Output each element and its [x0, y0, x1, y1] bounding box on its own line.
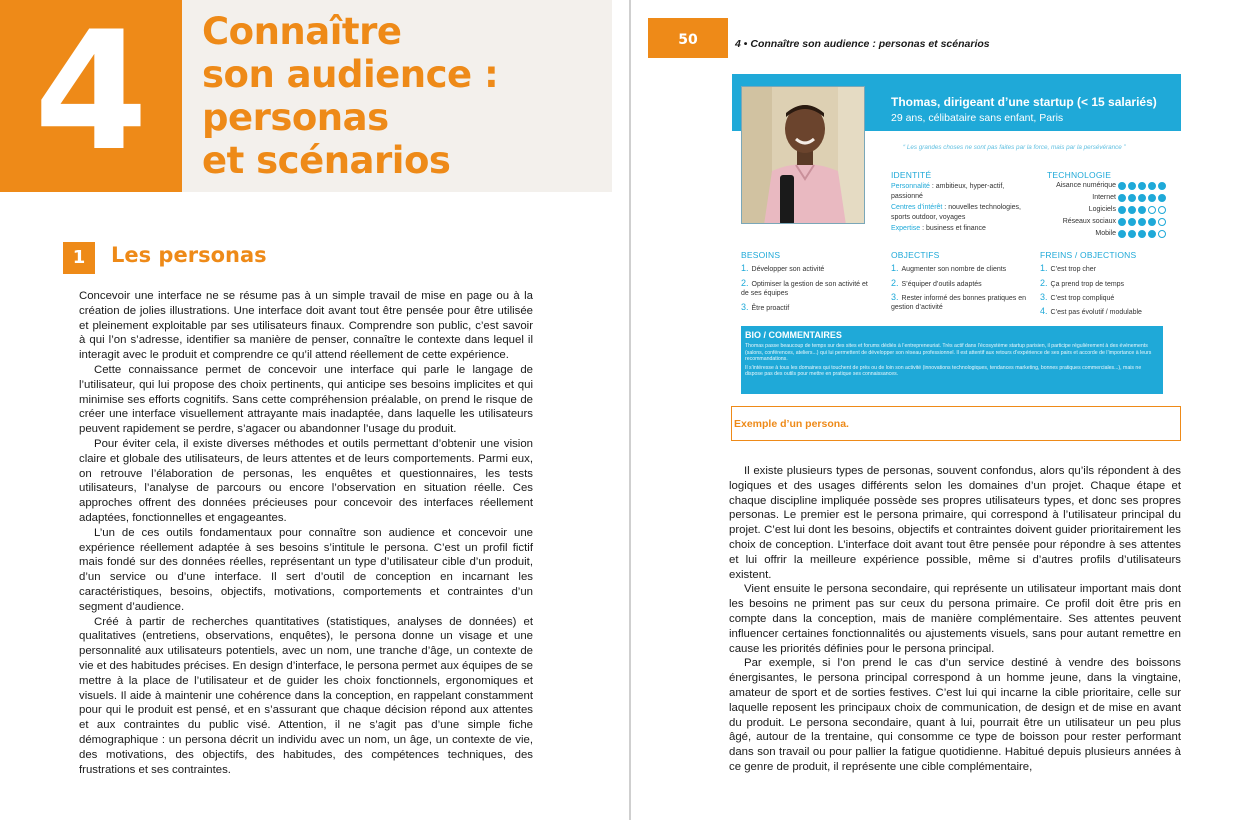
- section-number: 1: [63, 242, 95, 274]
- rating-dot-filled: [1118, 218, 1126, 226]
- technology-row: [1040, 229, 1170, 240]
- paragraph: L’un de ces outils fondamentaux pour connaître son audience et concevoir une expérience réellement adaptée à ses besoins s’intitule le persona. C’est un profil fictif mais fondé sur des données réelles, représentant un type d’utilisateur cible d’un produit, d’un service ou d’une interface. Il sert d’outil de conception en incarnant les caractéristiques, besoins, objectifs, motivations, comportements et contraintes d’un segment d’audience.: [79, 526, 533, 613]
- identity-value: : ambitieux, hyper-actif, passionné: [891, 183, 1005, 200]
- needs-item: 3. Être proactif: [741, 302, 790, 312]
- chapter-title-line: personas: [202, 96, 389, 139]
- bio-paragraph: Thomas passe beaucoup de temps sur des sites et forums dédiés à l’entrepreneuriat. Très actif dans l’écosystème startup parisien, il participe régulièrement à des événements (salons, conférences, ateliers...) qui lui permettent de développer son réseau professionnel. Il est attentif aux retours d’expérience de ses pairs et accorde de l’importance à leurs recommandations.: [745, 343, 1152, 363]
- technology-row: [1040, 181, 1170, 192]
- identity-personality: [891, 182, 1031, 201]
- rating-dot-empty: [1158, 206, 1166, 214]
- brakes-item: 4. C’est pas évolutif / modulable: [1040, 306, 1142, 316]
- bio-heading: BIO / COMMENTAIRES: [745, 330, 842, 340]
- technology-row: [1040, 205, 1170, 216]
- paragraph: Créé à partir de recherches quantitatives (statistiques, analyses de données) et qualitatives (entretiens, observations, enquêtes), le persona donne un visage et une personnalité aux utilisateurs potentiels, avec un nom, une tranche d’âge, un contexte de vie et des habitudes précises. En design d’interface, le persona permet aux équipes de se mettre à la place de l’utilisateur et de guider les choix fonctionnels, ergonomiques et visuels. Il aide à maintenir une cohérence dans la conception, en rappelant constamment pour qui le produit est pensé, et en s’assurant que chaque décision répond aux attentes et aux contraintes du public visé. Attention, il ne s’agit pas d’une simple fiche démographique : un persona décrit un individu avec un nom, un âge, un contexte de vie, des motivations, des objectifs, des habitudes, des compétences techniques, des frustrations et ses contraintes.: [79, 615, 533, 776]
- rating-dot-empty: [1158, 230, 1166, 238]
- rating-dot-filled: [1148, 230, 1156, 238]
- goals-item: 2. S’équiper d’outils adaptés: [891, 278, 982, 288]
- goals-item: 3. Rester informé des bonnes pratiques en gestion d’activité: [891, 292, 1027, 311]
- technology-label: Mobile: [1095, 230, 1116, 237]
- rating-dot-filled: [1118, 206, 1126, 214]
- identity-interests: [891, 203, 1031, 222]
- paragraph: Vient ensuite le persona secondaire, qui représente un utilisateur important mais dont les besoins ne priment pas sur ceux du persona primaire. Ce profil doit être pris en compte dans la conception, mais de manière complémentaire. Ses attentes peuvent influencer certaines fonctionnalités ou ajustements visuels, sans pour autant remettre en cause les priorités définies pour le persona principal.: [729, 583, 1181, 655]
- technology-label: Logiciels: [1088, 206, 1116, 213]
- rating-dot-empty: [1158, 218, 1166, 226]
- book-spine: [629, 0, 631, 820]
- technology-row: [1040, 193, 1170, 204]
- right-page-body: [729, 464, 1181, 775]
- goals-item: 1. Augmenter son nombre de clients: [891, 263, 1007, 273]
- chapter-title-line: son audience :: [202, 53, 499, 96]
- left-page-body: [79, 289, 533, 777]
- rating-dot-filled: [1118, 182, 1126, 190]
- rating-dot-filled: [1138, 194, 1146, 202]
- identity-value: : nouvelles technologies, sports outdoor, voyages: [891, 204, 1021, 221]
- rating-dot-filled: [1138, 182, 1146, 190]
- brakes-heading: FREINS / OBJECTIONS: [1040, 250, 1137, 260]
- paragraph: Pour éviter cela, il existe diverses méthodes et outils permettant d’obtenir une vision claire et globale des utilisateurs, de leurs attentes et de leurs comportements. Parmi eux, on retrouve l’élaboration de personas, les enquêtes et questionnaires, les tests utilisateurs, l’analyse de parcours ou encore l’observation en situation réelle. Ces approches offrent des données précieuses pour concevoir des interfaces réellement adaptées, fonctionnelles et engageantes.: [79, 437, 533, 524]
- needs-heading: BESOINS: [741, 250, 781, 260]
- chapter-title: [202, 10, 498, 182]
- technology-row: [1040, 217, 1170, 228]
- needs-item: 2. Optimiser la gestion de son activité et de ses équipes: [741, 278, 868, 297]
- running-head-title: Connaître son audience : personas et scénarios: [750, 38, 990, 50]
- chapter-number: 4: [33, 0, 149, 187]
- paragraph: Concevoir une interface ne se résume pas à un simple travail de mise en page ou à la création de jolies illustrations. Une interface doit avant tout être pensée pour être utilisée et pleinement exploitable par ses utilisateurs finaux. Comprendre son public, c’est savoir à qui l’on s’adresse, identifier sa manière de penser, connaître le contexte dans lequel il interagit avec le produit et comprendre ce qu’il attend réellement de cette expérience.: [79, 290, 533, 362]
- rating-dots: [1118, 194, 1166, 202]
- bio-text: [745, 343, 1159, 380]
- rating-dot-filled: [1128, 230, 1136, 238]
- rating-dots: [1118, 206, 1166, 214]
- identity-key: Expertise: [891, 225, 921, 232]
- rating-dot-filled: [1158, 194, 1166, 202]
- rating-dots: [1118, 218, 1166, 226]
- rating-dots: [1118, 230, 1166, 238]
- rating-dot-filled: [1128, 206, 1136, 214]
- identity-heading: IDENTITÉ: [891, 170, 932, 180]
- chapter-title-line: et scénarios: [202, 139, 451, 182]
- rating-dot-filled: [1138, 206, 1146, 214]
- rating-dot-filled: [1138, 230, 1146, 238]
- persona-quote: “ Les grandes choses ne sont pas faites par la force, mais par la persévérance ”: [903, 144, 1126, 151]
- technology-label: Réseaux sociaux: [1062, 218, 1116, 225]
- page-number: 50: [648, 18, 728, 58]
- persona-portrait-illustration: [742, 87, 865, 224]
- persona-photo: [741, 86, 865, 224]
- brakes-item: 2. Ça prend trop de temps: [1040, 278, 1125, 288]
- persona-name: Thomas, dirigeant d’une startup (< 15 salariés): [891, 95, 1157, 109]
- running-head-chapter: 4: [735, 38, 741, 50]
- rating-dot-filled: [1118, 230, 1126, 238]
- chapter-title-line: Connaître: [202, 10, 402, 53]
- brakes-item: 3. C’est trop compliqué: [1040, 292, 1115, 302]
- paragraph: Il existe plusieurs types de personas, souvent confondus, alors qu’ils répondent à des logiques et des usages différents selon les domaines d’un projet. Chaque étape et chaque discipline impliquée possède ses propres utilisateurs types, et donc ses propres personas. Le premier est le persona primaire, qui correspond à l’utilisateur principal du projet. C’est lui dont les besoins, objectifs et contraintes doivent guider prioritairement les choix de conception. L’interface doit avant tout être pensée pour répondre à ses attentes et lui offrir la meilleure expérience possible, même si d’autres profils d’utilisateurs existent.: [729, 465, 1181, 581]
- rating-dot-filled: [1138, 218, 1146, 226]
- bio-paragraph: Il s’intéresse à tous les domaines qui touchent de près ou de loin son activité (innovations technologiques, tendances marketing, bonnes pratiques commerciales...), mais ne dispose pas des outils pour mettre en pratique ses connaissances.: [745, 364, 1142, 378]
- rating-dot-empty: [1148, 206, 1156, 214]
- section-title: Les personas: [111, 243, 267, 267]
- rating-dot-filled: [1128, 182, 1136, 190]
- technology-heading: TECHNOLOGIE: [1047, 170, 1112, 180]
- persona-subtitle: 29 ans, célibataire sans enfant, Paris: [891, 112, 1064, 124]
- chapter-number-block: [0, 0, 182, 192]
- running-head-bullet: •: [743, 38, 748, 50]
- identity-key: Centres d’intérêt: [891, 204, 943, 211]
- identity-value: : business et finance: [920, 225, 986, 232]
- chapter-title-block: [182, 0, 612, 192]
- rating-dot-filled: [1118, 194, 1126, 202]
- rating-dot-filled: [1158, 182, 1166, 190]
- rating-dot-filled: [1148, 182, 1156, 190]
- identity-key: Personnalité: [891, 183, 930, 190]
- paragraph: Cette connaissance permet de concevoir une interface qui parle le langage de l’utilisateur, qui lui propose des choix pertinents, qui anticipe ses besoins implicites et qui minimise ses efforts cognitifs. Sans cette compréhension préalable, on prend le risque de créer une interface visuellement attrayante mais inadaptée, dans laquelle les utilisateurs peuvent rapidement se perdre, s’agacer ou abandonner l’usage du produit.: [79, 363, 533, 436]
- identity-expertise: [891, 224, 1031, 234]
- rating-dot-filled: [1148, 218, 1156, 226]
- needs-item: 1. Développer son activité: [741, 263, 825, 273]
- technology-label: Aisance numérique: [1056, 182, 1116, 189]
- running-head: [735, 38, 990, 50]
- paragraph: Par exemple, si l’on prend le cas d’un service destiné à vendre des boissons énergisantes, le persona principal correspond à un homme jeune, dans la vingtaine, amateur de sport et de sorties festives. C’est lui qui incarne la cible prioritaire, celle sur laquelle reposent les principaux choix de communication, de design et de mise en avant du produit. Le persona secondaire, quant à lui, pourrait être un utilisateur un peu plus âgé, autour de la trentaine, qui consomme ce type de boisson pour rester performant dans son travail ou pour pallier la fatigue quotidienne. Habitué depuis plusieurs années à ce genre de produit, il représente une cible complémentaire,: [729, 657, 1181, 773]
- figure-caption: Exemple d’un persona.: [734, 418, 849, 430]
- goals-heading: OBJECTIFS: [891, 250, 940, 260]
- rating-dot-filled: [1128, 218, 1136, 226]
- rating-dots: [1118, 182, 1166, 190]
- rating-dot-filled: [1128, 194, 1136, 202]
- technology-label: Internet: [1092, 194, 1116, 201]
- rating-dot-filled: [1148, 194, 1156, 202]
- brakes-item: 1. C’est trop cher: [1040, 263, 1097, 273]
